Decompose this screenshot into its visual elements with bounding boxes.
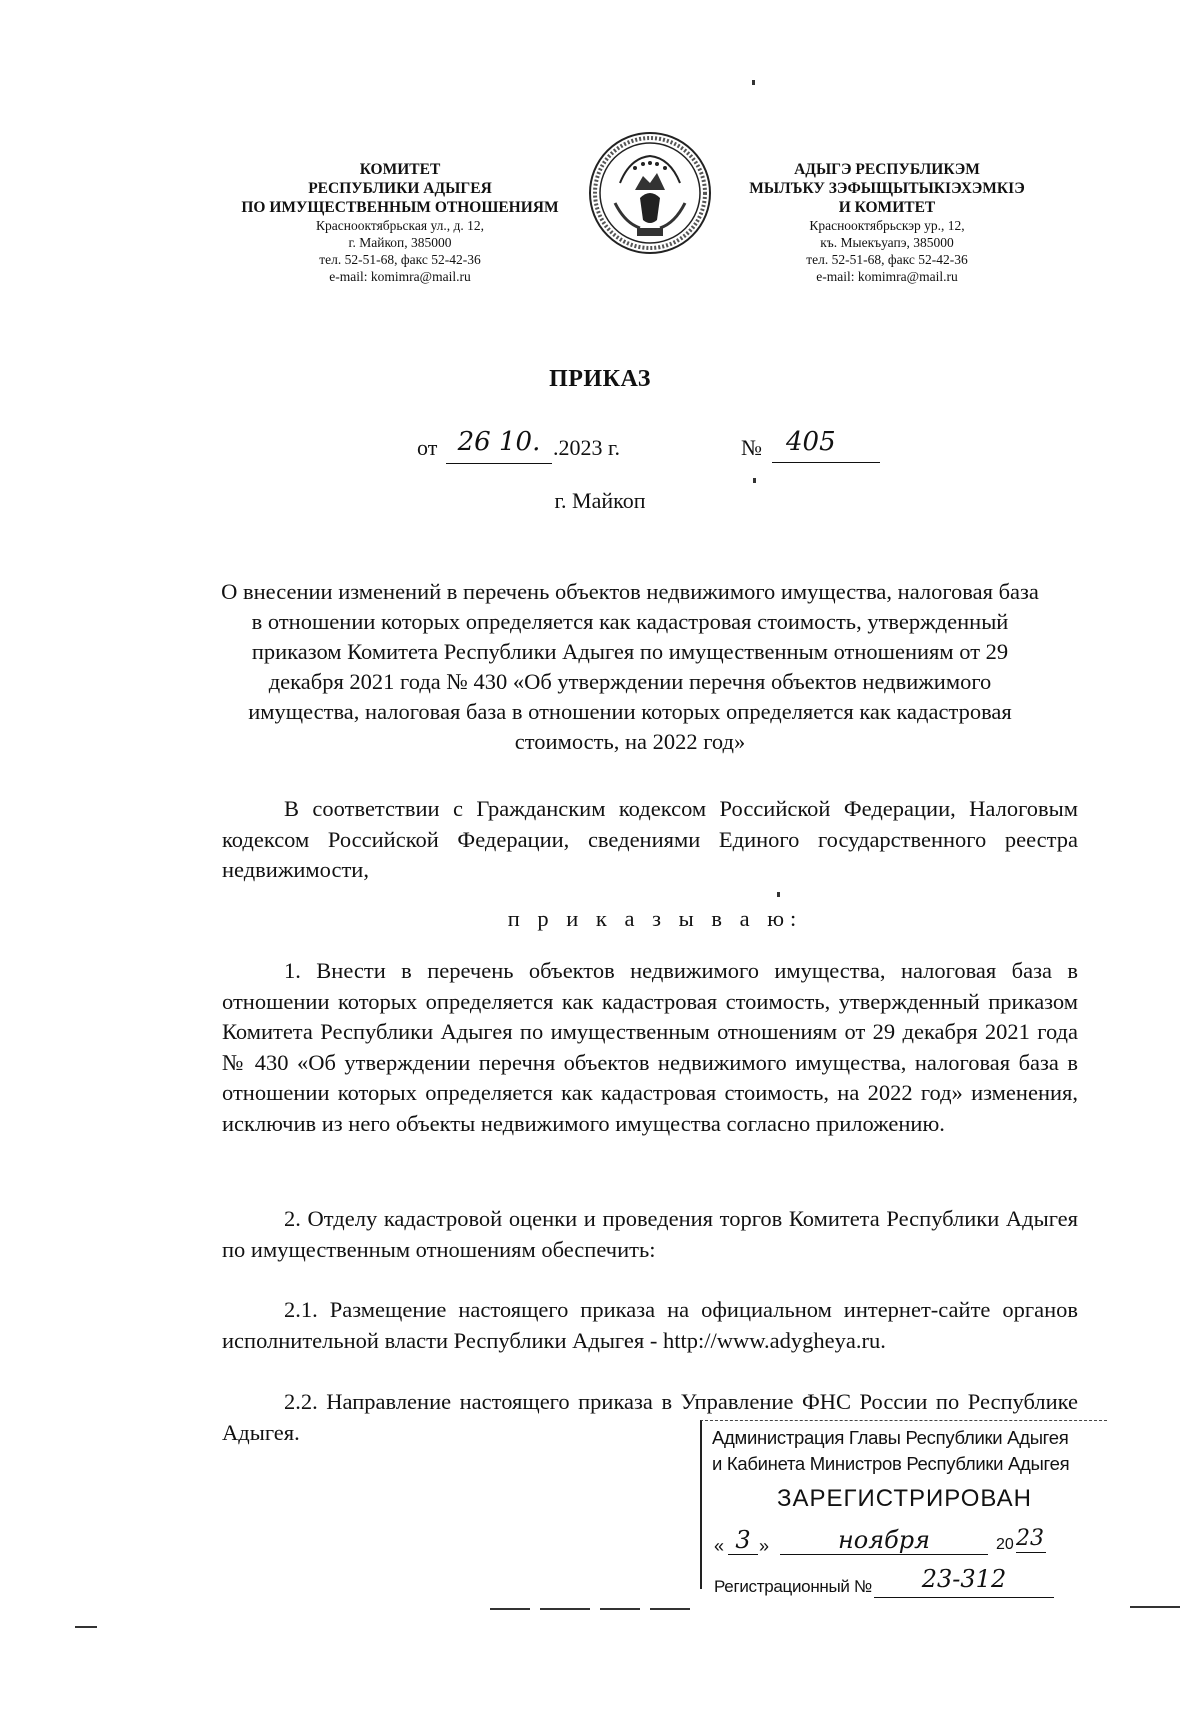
stamp-registration-number: 23-312 — [874, 1565, 1054, 1598]
number-handwritten: 405 — [772, 427, 880, 463]
date-year: .2023 г. — [553, 435, 621, 460]
stamp-registration-label: Регистрационный № — [714, 1577, 872, 1596]
header-right-address: Краснооктябрьскэр ур., 12, — [809, 218, 965, 233]
date-handwritten: 26 10. — [446, 427, 552, 464]
stamp-org-line2: и Кабинета Министров Республики Адыгея — [712, 1453, 1070, 1474]
scan-artifact — [650, 1608, 690, 1610]
scan-artifact — [777, 892, 780, 897]
stamp-org-line1: Администрация Главы Республики Адыгея — [712, 1427, 1069, 1448]
scan-artifact — [490, 1608, 530, 1610]
stamp-date-row — [714, 1526, 1104, 1560]
header-left-city: г. Майкоп, 385000 — [348, 235, 452, 250]
header-left-email: e-mail: komimra@mail.ru — [329, 269, 471, 284]
stamp-quote-open: « — [714, 1536, 725, 1556]
header-right-phone: тел. 52-51-68, факс 52-42-36 — [806, 252, 968, 267]
header-left-line3: ПО ИМУЩЕСТВЕННЫМ ОТНОШЕНИЯМ — [241, 199, 559, 216]
order-date-number-line — [0, 427, 1200, 467]
header-left-line2: РЕСПУБЛИКИ АДЫГЕЯ — [308, 180, 492, 197]
header-right-line2: МЫЛЪКУ ЗЭФЫЩЫТЫКІЭХЭМКІЭ — [749, 180, 1025, 197]
stamp-status: ЗАРЕГИСТРИРОВАН — [777, 1485, 1032, 1512]
scan-artifact — [600, 1608, 640, 1610]
number-sign: № — [741, 435, 762, 460]
registration-stamp — [700, 1420, 1107, 1596]
scan-artifact — [75, 1626, 97, 1628]
header-left-phone: тел. 52-51-68, факс 52-42-36 — [319, 252, 481, 267]
scan-artifact — [1130, 1606, 1180, 1608]
scan-artifact — [540, 1608, 590, 1610]
stamp-organization — [712, 1425, 1069, 1477]
decree-word: п р и к а з ы в а ю: — [507, 906, 803, 931]
stamp-quote-close: » — [759, 1536, 770, 1556]
item-1-paragraph: 1. Внести в перечень объектов недвижимого имущества, налоговая база в отношении которых определяется как кадастровая стоимость, утвержденный приказом Комитета Республики Адыгея по имущественным отношениям от 29 декабря 2021 года № 430 «Об утверждении перечня объектов недвижимого имущества, налоговая база в отношении которых определяется как кадастровая стоимость, на 2022 год» изменения, исключив из него объекты недвижимого имущества согласно приложению. — [222, 958, 1078, 1136]
item-2-2-paragraph: 2.2. Направление настоящего приказа в Управление ФНС России по Республике Адыгея. — [222, 1389, 1078, 1445]
city-line: г. Майкоп — [554, 488, 646, 513]
scan-artifact — [753, 478, 756, 483]
header-right-block — [712, 160, 1062, 285]
preamble-paragraph: В соответствии с Гражданским кодексом Российской Федерации, Налоговым кодексом Российской Федерации, сведениями Единого государственного реестра недвижимости, — [222, 796, 1078, 882]
order-subject: О внесении изменений в перечень объектов недвижимого имущества, налоговая база в отношении которых определяется как кадастровая стоимость, утвержденный приказом Комитета Республики Адыгея по имущественным отношениям от 29 декабря 2021 года № 430 «Об утверждении перечня объектов недвижимого имущества, налоговая база в отношении которых определяется как кадастровая стоимость, на 2022 год» — [221, 579, 1039, 754]
date-prefix: от — [417, 435, 438, 460]
header-left-line1: КОМИТЕТ — [359, 161, 441, 178]
item-2-paragraph: 2. Отделу кадастровой оценки и проведения торгов Комитета Республики Адыгея по имущественным отношениям обеспечить: — [222, 1206, 1078, 1262]
stamp-year-prefix: 20 — [996, 1536, 1014, 1553]
header-left-block — [215, 160, 585, 285]
header-right-email: e-mail: komimra@mail.ru — [816, 269, 958, 284]
scan-artifact — [752, 80, 755, 85]
header-right-city: къ. Мыекъуапэ, 385000 — [820, 235, 954, 250]
stamp-month-handwritten: ноября — [780, 1526, 988, 1555]
header-right-line3: И КОМИТЕТ — [838, 199, 936, 216]
stamp-day-handwritten: 3 — [728, 1526, 758, 1555]
coat-of-arms-icon — [585, 128, 715, 258]
stamp-year-handwritten: 23 — [1016, 1526, 1044, 1551]
stamp-registration-row — [714, 1565, 1104, 1603]
header-left-address: Краснооктябрьская ул., д. 12, — [316, 218, 484, 233]
header-right-line1: АДЫГЭ РЕСПУБЛИКЭМ — [794, 161, 980, 178]
item-2-1-paragraph: 2.1. Размещение настоящего приказа на официальном интернет-сайте органов исполнительной власти Республики Адыгея - http://www.adygheya.ru. — [222, 1297, 1078, 1353]
document-title: ПРИКАЗ — [549, 366, 651, 392]
